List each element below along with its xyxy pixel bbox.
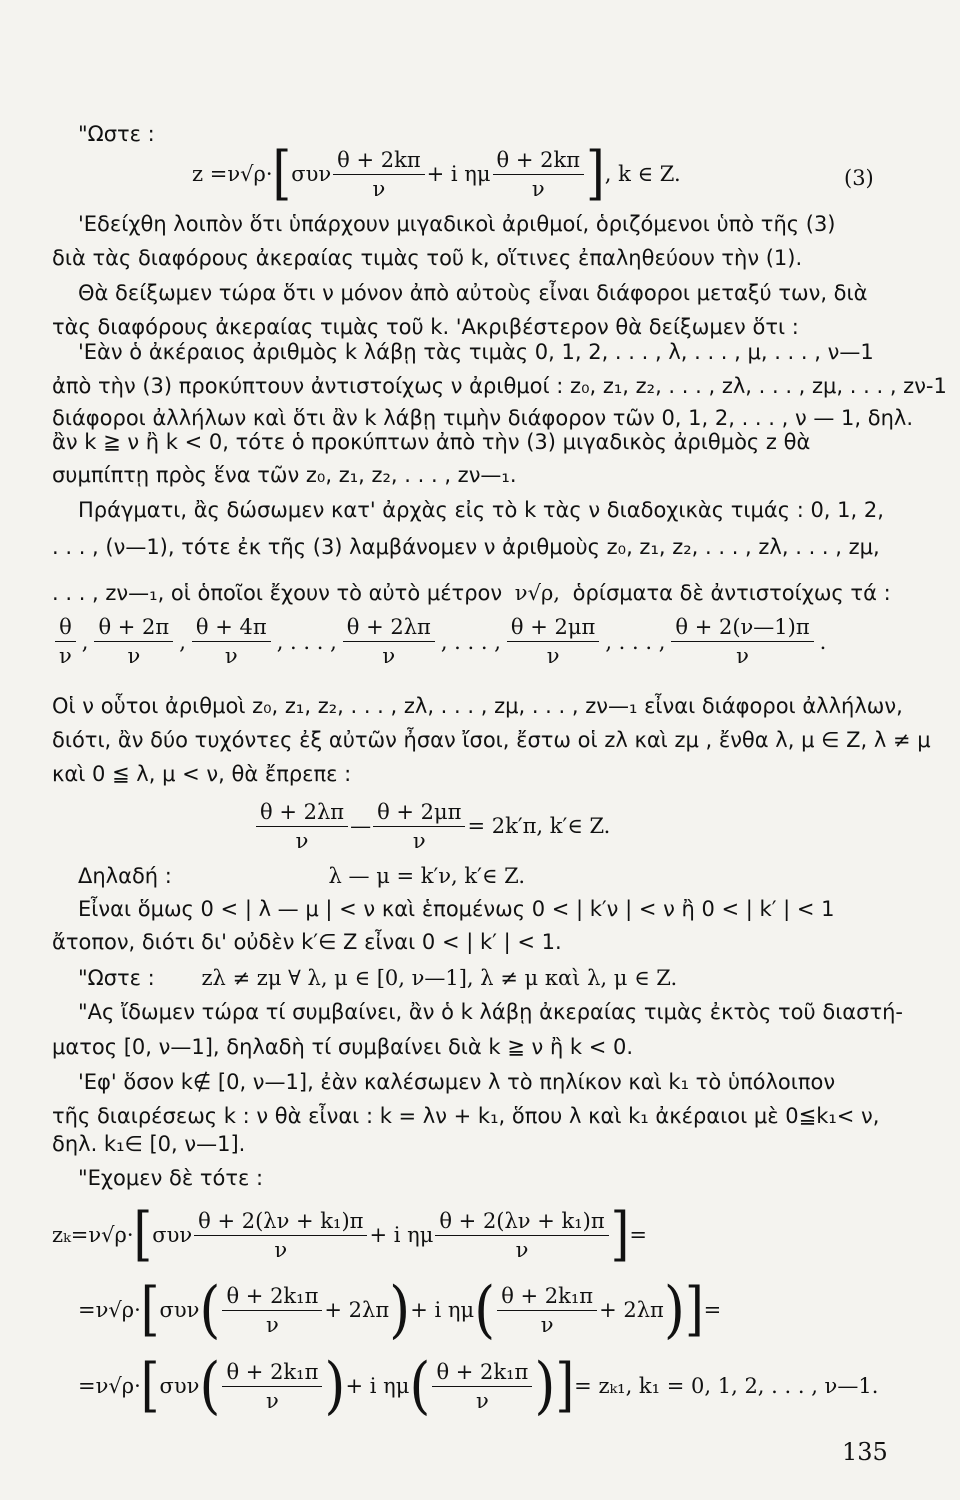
text-line: . . . , (ν—1), τότε ἐκ τῆς (3) λαμβάνομεν ν ἀριθμοὺς z₀, z₁, z₂, . . . , zλ, . . . , zμ, [52, 535, 880, 559]
fraction-denominator: ν [372, 176, 386, 201]
eq-dot: · [134, 1298, 141, 1322]
text-line: διάφοροι ἀλλήλων καὶ ὅτι ἂν k λάβῃ τιμὴν διάφορον τῶν 0, 1, 2, . . . , ν — 1, δηλ. [52, 406, 914, 430]
nth-root: ν√ρ [95, 1298, 135, 1322]
separator: , . . . , [605, 629, 666, 654]
argument-fraction [507, 615, 599, 668]
text-span: Δηλαδή : [78, 864, 172, 888]
fraction [493, 148, 584, 201]
difference-equation [254, 796, 610, 856]
argument-fraction [192, 615, 271, 668]
addend: + 2λπ [599, 1298, 664, 1322]
text-line: συμπίπτῃ πρὸς ἕνα τῶν z₀, z₁, z₂, . . . , zν—₁. [52, 463, 517, 487]
plus-i-sin: + i ημ [426, 162, 491, 186]
argument-fraction [671, 615, 813, 668]
cos-label: συν [159, 1298, 200, 1322]
text-span: "Ωστε : [78, 966, 155, 990]
fraction-numerator: θ + 2λπ [343, 615, 435, 642]
text-line: Εἶναι ὅμως 0 < | λ — μ | < ν καὶ ἑπομένως 0 < | k′ν | < ν ἢ 0 < | k′ | < 1 [78, 897, 835, 921]
text-span: λ — μ = k′ν, k′∈ Z. [328, 864, 526, 888]
fraction-numerator: θ + 2kπ [493, 148, 584, 175]
equals-sign: = [78, 1374, 96, 1398]
plus-i-sin: + i ημ [345, 1374, 410, 1398]
separator: , . . . , [440, 629, 501, 654]
nth-root: ν√ρ [227, 162, 266, 186]
page-number: 135 [842, 1438, 888, 1466]
nth-root: ν√ρ [88, 1223, 127, 1247]
text-line: ἂν k ≧ ν ἢ k < 0, τότε ὁ προκύπτων ἀπὸ τὴν (3) μιγαδικὸς ἀριθμὸς z θὰ [52, 430, 811, 454]
text-line: δηλ. k₁∈ [0, ν—1]. [52, 1132, 246, 1156]
text-line: Οἱ ν οὗτοι ἀριθμοὶ z₀, z₁, z₂, . . . , zλ, . . . , zμ, . . . , zν—₁ εἶναι διάφοροι ἀλλήλων, [52, 694, 903, 718]
fraction-numerator: θ + 2kπ [333, 148, 424, 175]
right-bracket: ] [610, 1201, 630, 1269]
fraction-numerator: θ + 2(λν + k₁)π [435, 1209, 608, 1236]
fraction [373, 800, 465, 853]
separator: . [819, 629, 827, 654]
separator: , . . . , [276, 629, 337, 654]
zk-equation-row-1 [52, 1201, 648, 1269]
cos-label: συν [152, 1223, 193, 1247]
right-bracket: ] [555, 1352, 575, 1420]
fraction-numerator: θ + 2(ν—1)π [671, 615, 813, 642]
fraction-numerator: θ + 2π [94, 615, 173, 642]
equation-rhs: = 2k′π, k′∈ Z. [467, 814, 611, 838]
fraction-numerator: θ + 2μπ [507, 615, 599, 642]
plus-i-sin: + i ημ [369, 1223, 434, 1247]
fraction [194, 1209, 367, 1262]
text-span: zλ ≠ zμ ∀ λ, μ ∈ [0, ν—1], λ ≠ μ καὶ λ, μ ∈ Z. [201, 966, 678, 990]
fraction-denominator: ν [540, 1312, 554, 1337]
text-line: "Ας ἴδωμεν τώρα τί συμβαίνει, ἂν ὁ k λάβῃ ἀκεραίας τιμὰς ἐκτὸς τοῦ διαστή- [78, 1000, 903, 1024]
zk-equation-row-3 [78, 1349, 879, 1422]
fraction-denominator: ν [736, 644, 749, 668]
right-paren: ) [324, 1349, 346, 1422]
text-line: 'Εδείχθη λοιπὸν ὅτι ὑπάρχουν μιγαδικοὶ ἀριθμοί, ὁριζόμενοι ὑπὸ τῆς (3) [78, 212, 836, 236]
text-line: 'Εὰν ὁ ἀκέραιος ἀριθμὸς k λάβῃ τὰς τιμὰς 0, 1, 2, . . . , λ, . . . , μ, . . . , ν—1 [78, 340, 874, 364]
separator: , [81, 629, 89, 654]
fraction-numerator: θ + 2(λν + k₁)π [194, 1209, 367, 1236]
text-line: διὰ τὰς διαφόρους ἀκεραίας τιμὰς τοῦ k, οἵτινες ἐπαληθεύουν τὴν (1). [52, 246, 803, 270]
text-line: Θὰ δείξωμεν τώρα ὅτι ν μόνον ἀπὸ αὐτοὺς εἶναι διάφοροι μεταξύ των, διὰ [78, 281, 868, 305]
fraction-numerator: θ + 2λπ [256, 800, 348, 827]
text-line: "Εχομεν δὲ τότε : [78, 1166, 264, 1190]
fraction [256, 800, 348, 853]
fraction-denominator: ν [127, 644, 141, 668]
equation-tag: (3) [844, 166, 874, 190]
fraction [432, 1360, 532, 1413]
arguments-row [52, 615, 829, 668]
text-span: ὁρίσματα δὲ ἀντιστοίχως τά : [572, 581, 891, 605]
fraction-denominator: ν [274, 1237, 288, 1262]
fraction [222, 1284, 322, 1337]
left-bracket: [ [133, 1201, 153, 1269]
fraction [497, 1284, 597, 1337]
eq-dot: · [126, 1223, 134, 1247]
fraction-numerator: θ + 2k₁π [222, 1360, 322, 1387]
text-line: καὶ 0 ≦ λ, μ < ν, θὰ ἔπρεπε : [52, 762, 352, 786]
fraction-numerator: θ + 2k₁π [432, 1360, 532, 1387]
right-paren: ) [534, 1349, 556, 1422]
eq-lhs: z = [192, 162, 228, 186]
fraction-denominator: ν [59, 644, 72, 668]
text-line [78, 866, 525, 887]
left-paren: ( [199, 1349, 221, 1422]
fraction-denominator: ν [412, 828, 426, 853]
fraction-denominator: ν [382, 644, 396, 668]
fraction-denominator: ν [266, 1312, 279, 1337]
text-span: . . . , zν—₁, οἱ ὁποῖοι ἔχουν τὸ αὐτὸ μέτρον [52, 581, 503, 605]
fraction-numerator: θ + 4π [192, 615, 271, 642]
right-bracket: ] [586, 140, 605, 208]
equals-sign: = [78, 1298, 96, 1322]
text-line: τῆς διαιρέσεως k : ν θὰ εἶναι : k = λν + k₁, ὅπου λ καὶ k₁ ἀκέραιοι μὲ 0≦k₁< ν, [52, 1104, 880, 1128]
fraction-numerator: θ [55, 615, 76, 642]
equals-tail: = [703, 1298, 722, 1322]
text-line [52, 583, 891, 604]
argument-fraction [343, 615, 435, 668]
left-paren: ( [474, 1273, 496, 1346]
equals-tail: = [629, 1223, 648, 1247]
separator: , [179, 629, 186, 654]
modulus-root: ν√ρ, [514, 581, 560, 605]
plus-i-sin: + i ημ [410, 1298, 475, 1322]
text-line: διότι, ἂν δύο τυχόντες ἐξ αὐτῶν ἦσαν ἴσοι, ἔστω οἱ zλ καὶ zμ , ἔνθα λ, μ ∈ Z, λ ≠ μ [52, 728, 931, 752]
nth-root: ν√ρ [95, 1374, 135, 1398]
text-line: Πράγματι, ἂς δώσωμεν κατ' ἀρχὰς εἰς τὸ k τὰς ν διαδοχικὰς τιμάς : 0, 1, 2, [78, 498, 884, 522]
eq-dot: · [134, 1374, 141, 1398]
equation-3 [192, 140, 681, 208]
text-line [78, 968, 677, 989]
fraction-numerator: θ + 2k₁π [222, 1284, 322, 1311]
fraction [333, 148, 424, 201]
fraction-denominator: ν [266, 1388, 279, 1413]
addend: + 2λπ [324, 1298, 390, 1322]
right-paren: ) [663, 1273, 685, 1346]
left-paren: ( [199, 1273, 221, 1346]
fraction-denominator: ν [546, 644, 560, 668]
eq-tail: , k ∈ Z. [604, 162, 681, 186]
eq-dot: · [265, 162, 273, 186]
fraction-numerator: θ + 2μπ [373, 800, 465, 827]
zk-equation-row-2 [78, 1273, 722, 1346]
fraction [435, 1209, 608, 1262]
left-paren: ( [409, 1349, 431, 1422]
left-bracket: [ [140, 1276, 160, 1344]
text-line: ἀπὸ τὴν (3) προκύπτουν ἀντιστοίχως ν ἀριθμοί : z₀, z₁, z₂, . . . , zλ, . . . , zμ, . . . , zν-1 [52, 374, 947, 398]
left-bracket: [ [272, 140, 292, 208]
argument-fraction [94, 615, 173, 668]
text-line: 'Εφ' ὅσον k∉ [0, ν—1], ἐὰν καλέσωμεν λ τὸ πηλίκον καὶ k₁ τὸ ὑπόλοιπον [78, 1070, 836, 1094]
right-bracket: ] [684, 1276, 704, 1344]
cos-label: συν [291, 162, 332, 186]
fraction-denominator: ν [476, 1388, 489, 1413]
fraction-numerator: θ + 2k₁π [497, 1284, 597, 1311]
minus-sign: — [350, 814, 372, 838]
left-bracket: [ [140, 1352, 160, 1420]
cos-label: συν [159, 1374, 200, 1398]
fraction [222, 1360, 322, 1413]
text-line: ἄτοπον, διότι δι' οὐδὲν k′∈ Z εἶναι 0 < | k′ | < 1. [52, 930, 562, 954]
text-line: ματος [0, ν—1], δηλαδὴ τί συμβαίνει διὰ k ≧ ν ἢ k < 0. [52, 1035, 634, 1059]
equals-tail: = zₖ₁, k₁ = 0, 1, 2, . . . , ν—1. [574, 1374, 879, 1398]
zk-label: zₖ [52, 1223, 71, 1247]
text-line: τὰς διαφόρους ἀκεραίας τιμὰς τοῦ k. 'Ακριβέστερον θὰ δείξωμεν ὅτι : [52, 315, 799, 339]
argument-fraction [55, 615, 76, 668]
right-paren: ) [389, 1273, 411, 1346]
text-line: "Ωστε : [78, 122, 155, 146]
fraction-denominator: ν [224, 644, 238, 668]
fraction-denominator: ν [515, 1237, 529, 1262]
equals-sign: = [70, 1223, 89, 1247]
fraction-denominator: ν [295, 828, 309, 853]
fraction-denominator: ν [531, 176, 545, 201]
